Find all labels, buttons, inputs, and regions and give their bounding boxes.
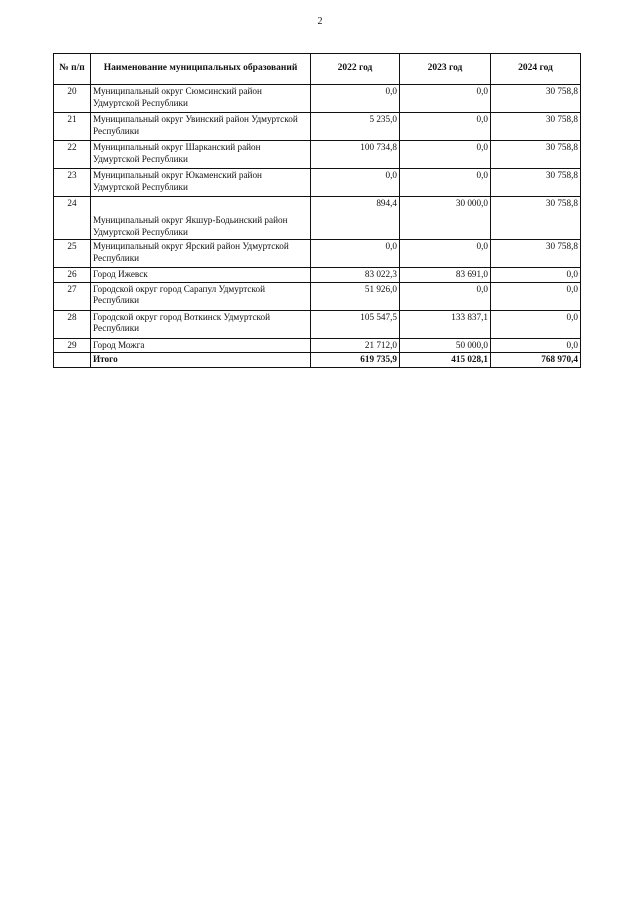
row-num: 20 (54, 85, 91, 113)
row-2022: 5 235,0 (311, 113, 400, 141)
row-2022: 105 547,5 (311, 310, 400, 338)
table-row (54, 282, 581, 310)
row-num: 25 (54, 240, 91, 268)
row-2023: 133 837,1 (400, 310, 491, 338)
total-label: Итого (91, 353, 311, 368)
row-2023: 0,0 (400, 141, 491, 169)
row-name: Город Можга (91, 338, 311, 353)
row-2024: 30 758,8 (491, 141, 581, 169)
table-row (54, 141, 581, 169)
row-2022: 0,0 (311, 169, 400, 197)
row-name: Муниципальный округ Ярский район Удмуртской Республики (91, 240, 311, 268)
table-row (54, 240, 581, 268)
table-row (54, 310, 581, 338)
table-row (54, 85, 581, 113)
table-row (54, 197, 581, 240)
row-2023: 0,0 (400, 85, 491, 113)
row-2022: 51 926,0 (311, 282, 400, 310)
budget-table (53, 53, 581, 368)
row-num: 26 (54, 268, 91, 283)
total-num-cell (54, 353, 91, 368)
row-2024: 30 758,8 (491, 197, 581, 240)
total-2024: 768 970,4 (491, 353, 581, 368)
row-2023: 0,0 (400, 282, 491, 310)
row-2024: 30 758,8 (491, 169, 581, 197)
row-name: Муниципальный округ Шарканский район Удмуртской Республики (91, 141, 311, 169)
row-name: Городской округ город Сарапул Удмуртской Республики (91, 282, 311, 310)
row-2023: 30 000,0 (400, 197, 491, 240)
row-2023: 83 691,0 (400, 268, 491, 283)
header-num: № п/п (54, 54, 91, 85)
table-row (54, 268, 581, 283)
row-2023: 0,0 (400, 240, 491, 268)
row-name: Муниципальный округ Якшур-Бодьинский район Удмуртской Республики (91, 197, 311, 240)
row-name: Муниципальный округ Сюмсинский район Удмуртской Республики (91, 85, 311, 113)
header-name: Наименование муниципальных образований (91, 54, 311, 85)
table-row (54, 169, 581, 197)
total-2022: 619 735,9 (311, 353, 400, 368)
header-2024: 2024 год (491, 54, 581, 85)
row-name: Муниципальный округ Увинский район Удмуртской Республики (91, 113, 311, 141)
row-2024: 0,0 (491, 310, 581, 338)
row-2022: 0,0 (311, 240, 400, 268)
row-2024: 30 758,8 (491, 85, 581, 113)
row-num: 23 (54, 169, 91, 197)
row-num: 27 (54, 282, 91, 310)
row-num: 29 (54, 338, 91, 353)
row-2022: 100 734,8 (311, 141, 400, 169)
row-2023: 50 000,0 (400, 338, 491, 353)
page-number: 2 (317, 16, 323, 27)
row-2022: 0,0 (311, 85, 400, 113)
row-2024: 0,0 (491, 282, 581, 310)
row-2023: 0,0 (400, 113, 491, 141)
row-num: 22 (54, 141, 91, 169)
row-2022: 21 712,0 (311, 338, 400, 353)
row-num: 21 (54, 113, 91, 141)
row-2022: 894,4 (311, 197, 400, 240)
header-2022: 2022 год (311, 54, 400, 85)
row-2024: 0,0 (491, 338, 581, 353)
table-header-row (54, 54, 581, 85)
row-name: Городской округ город Воткинск Удмуртской Республики (91, 310, 311, 338)
table-row (54, 113, 581, 141)
row-2023: 0,0 (400, 169, 491, 197)
table-row (54, 338, 581, 353)
header-2023: 2023 год (400, 54, 491, 85)
row-2022: 83 022,3 (311, 268, 400, 283)
row-2024: 0,0 (491, 268, 581, 283)
total-2023: 415 028,1 (400, 353, 491, 368)
row-2024: 30 758,8 (491, 240, 581, 268)
row-2024: 30 758,8 (491, 113, 581, 141)
table-total-row (54, 353, 581, 368)
row-num: 24 (54, 197, 91, 240)
row-name: Город Ижевск (91, 268, 311, 283)
row-num: 28 (54, 310, 91, 338)
row-name: Муниципальный округ Юкаменский район Удмуртской Республики (91, 169, 311, 197)
